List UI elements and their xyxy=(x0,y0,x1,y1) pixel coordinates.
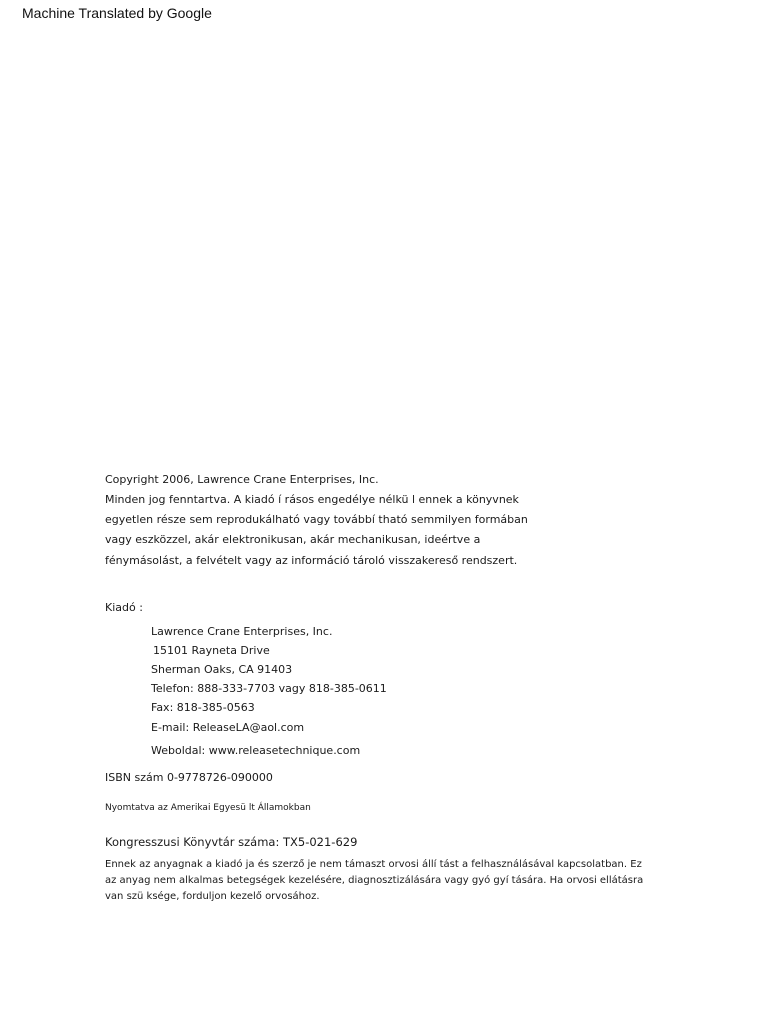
publisher-fax: Fax: 818-385-0563 xyxy=(151,701,255,714)
printed-in: Nyomtatva az Amerikai Egyesü lt Államokban xyxy=(105,803,311,813)
isbn: ISBN szám 0-9778726-090000 xyxy=(105,771,273,784)
copyright-line: Copyright 2006, Lawrence Crane Enterprises, Inc. xyxy=(105,473,379,486)
disclaimer-line: az anyag nem alkalmas betegségek kezelésére, diagnosztizálására vagy gyó gyí tására. Ha orvosi ellátásra xyxy=(105,875,644,886)
publisher-label: Kiadó : xyxy=(105,601,143,614)
publisher-email: E-mail: ReleaseLA@aol.com xyxy=(151,721,305,734)
rights-line: egyetlen része sem reprodukálható vagy továbbí tható semmilyen formában xyxy=(105,513,528,526)
publisher-phone: Telefon: 888-333-7703 vagy 818-385-0611 xyxy=(151,682,387,695)
machine-translation-banner: Machine Translated by Google xyxy=(22,5,212,21)
rights-line: fénymásolást, a felvételt vagy az információ tároló visszakereső rendszert. xyxy=(105,554,518,567)
disclaimer-line: van szü ksége, forduljon kezelő orvosához. xyxy=(105,891,320,902)
publisher-street: 15101 Rayneta Drive xyxy=(153,644,270,657)
disclaimer xyxy=(105,857,675,905)
library-of-congress: Kongresszusi Könyvtár száma: TX5-021-629 xyxy=(105,835,358,849)
publisher-city: Sherman Oaks, CA 91403 xyxy=(151,663,293,676)
publisher-name: Lawrence Crane Enterprises, Inc. xyxy=(151,625,333,638)
rights-line: Minden jog fenntartva. A kiadó í rásos engedélye nélkü l ennek a könyvnek xyxy=(105,493,519,506)
rights-line: vagy eszközzel, akár elektronikusan, akár mechanikusan, ideértve a xyxy=(105,533,481,546)
publisher-website: Weboldal: www.releasetechnique.com xyxy=(151,744,361,757)
disclaimer-line: Ennek az anyagnak a kiadó ja és szerző je nem támaszt orvosi állí tást a felhasználásával kapcsolatban. Ez xyxy=(105,859,642,870)
